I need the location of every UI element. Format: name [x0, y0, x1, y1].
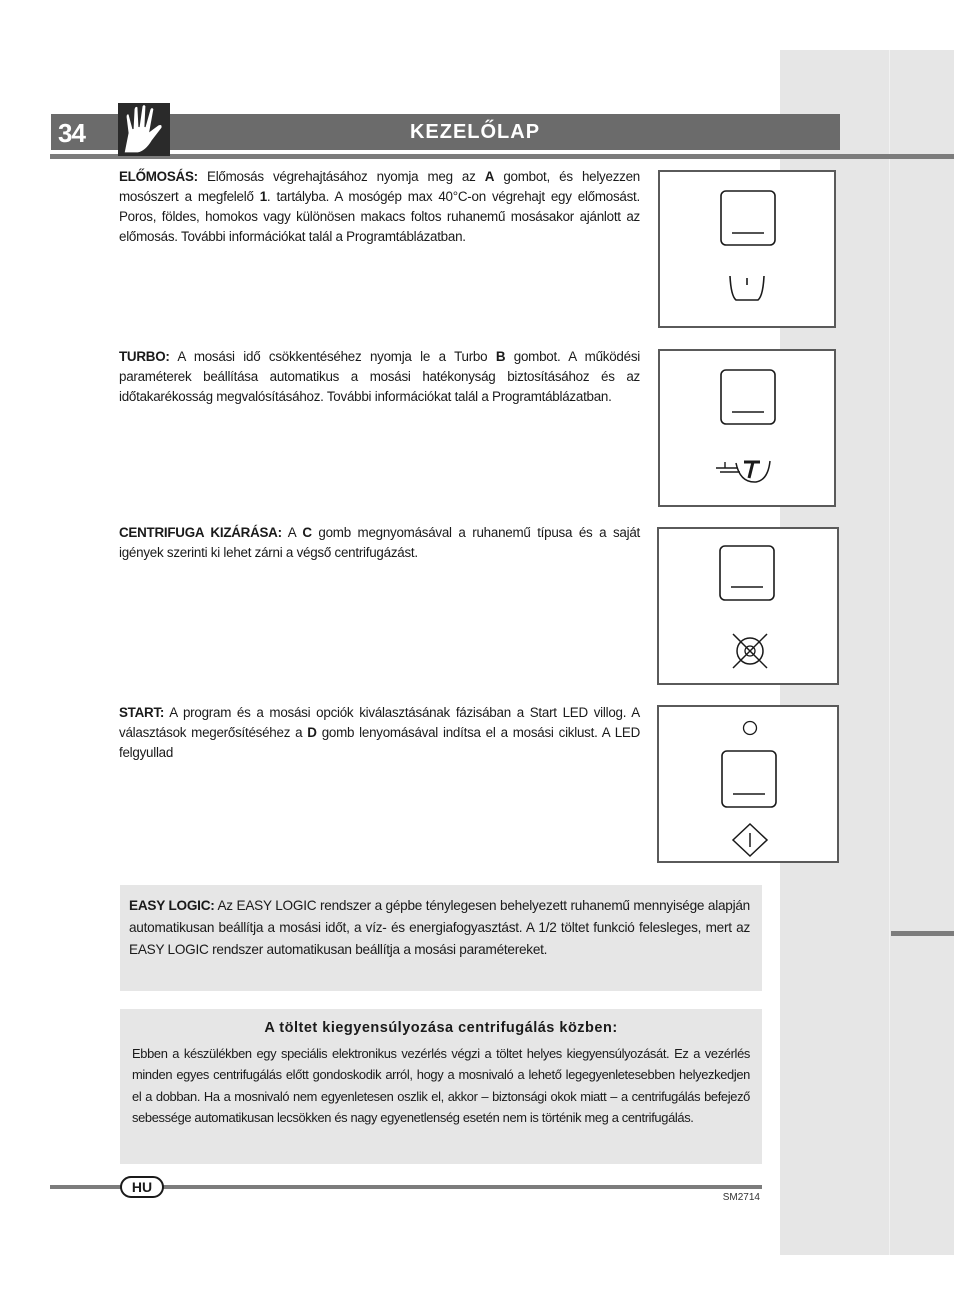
prewash-button-panel	[658, 170, 836, 328]
prewash-tub-icon	[730, 276, 764, 300]
start-led-icon	[744, 722, 757, 735]
button-key-d: D	[307, 725, 317, 740]
button-key-c: C	[302, 525, 312, 540]
section-tab-marker	[891, 931, 954, 936]
button-key-b: B	[495, 349, 506, 364]
load-balance-box	[120, 1009, 762, 1164]
start-button	[722, 751, 776, 807]
language-badge: HU	[120, 1176, 164, 1198]
prewash-button	[721, 191, 775, 245]
compartment-number: 1	[259, 189, 267, 204]
turbo-paragraph: TURBO: A mosási idő csökkentéséhez nyomja le a Turbo B gombot. A működési paraméterek beállítása automatikus a mosási hatékonyság biztosításához és az időtakarékosság megvalósításához. További információkat talál a Programtáblázatban.	[119, 349, 640, 404]
start-label: START:	[119, 705, 165, 720]
start-button-panel	[657, 705, 839, 863]
no-spin-label: CENTRIFUGA KIZÁRÁSA:	[119, 525, 282, 540]
document-code: SM2714	[722, 1192, 760, 1203]
button-key-a: A	[484, 169, 495, 184]
load-balance-heading: A töltet kiegyensúlyozása centrifugálás közben:	[264, 1020, 618, 1036]
load-balance-paragraph: Ebben a készülékben egy speciális elektronikus vezérlés végzi a töltet helyes kiegyensúlyozását. Ez a vezérlés minden egyes centrifugálás előtt gondoskodik arról, hogy a mosnivaló a lehető legegyenletesebben helyezkedjen el a dobban. Ha a mosnivaló nem egyenletesen oszlik el, akkor – biztonsági okok miatt – a centrifugálás befejező sebessége automatikusan lecsökken és nagy egyenetlenség esetén nem is történik meg a centrifugálás.	[132, 1046, 750, 1125]
start-icon	[733, 824, 767, 856]
easy-logic-label: EASY LOGIC:	[129, 898, 215, 913]
hand-icon	[118, 103, 170, 156]
easy-logic-box	[120, 885, 762, 991]
turbo-button	[721, 370, 775, 424]
start-paragraph: START: A program és a mosási opciók kiválasztásának fázisában a Start LED villog. A választások megerősítéséhez a D gomb lenyomásával indítsa el a mosási ciklust. A LED felgyullad	[119, 705, 640, 760]
prewash-label: ELŐMOSÁS:	[119, 169, 198, 184]
no-spin-button	[720, 546, 774, 600]
no-spin-icon	[733, 634, 767, 668]
turbo-icon	[716, 461, 770, 482]
turbo-label: TURBO:	[119, 349, 170, 364]
no-spin-button-panel	[657, 527, 839, 685]
header-rule	[50, 154, 954, 159]
page-number: 34	[58, 118, 85, 148]
turbo-button-panel	[658, 349, 836, 507]
no-spin-paragraph: CENTRIFUGA KIZÁRÁSA: A C gomb megnyomásával a ruhanemű típusa és a saját igények szerinti ki lehet zárni a végső centrifugázást.	[119, 525, 640, 560]
page-title: KEZELŐLAP	[409, 121, 541, 143]
prewash-paragraph: ELŐMOSÁS: Előmosás végrehajtásához nyomja meg az A gombot, és helyezzen mosószert a megfelelő 1. tartályba. A mosógép max 40°C-on végrehajt egy előmosást. Poros, földes, homokos vagy különösen makacs foltos ruhanemű mosásakor ajánlott az előmosás. További információkat talál a Programtáblázatban.	[119, 169, 640, 244]
side-column-divider	[889, 50, 890, 1255]
easy-logic-paragraph: EASY LOGIC: Az EASY LOGIC rendszer a gépbe ténylegesen behelyezett ruhanemű mennyisége alapján automatikusan beállítja a mosási időt, a víz- és energiafogyasztást. A 1/2 töltet funkció felesleges, mert az EASY LOGIC rendszer automatikusan beállítja a mosási paramétereket.	[129, 898, 750, 957]
